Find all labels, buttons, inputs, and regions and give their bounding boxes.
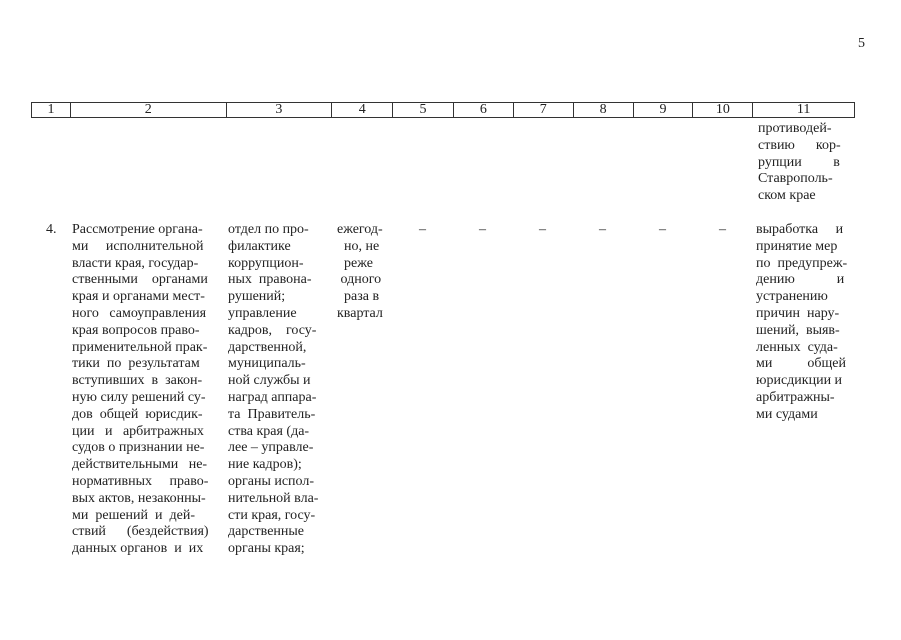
header-cell: 2 xyxy=(71,103,227,117)
dash-col5: – xyxy=(419,222,426,237)
header-cell: 7 xyxy=(514,103,574,117)
continued-col11-text: противодей- ствию кор- рупции в Ставрополь- ском крае xyxy=(758,121,841,204)
row-col11-text: выработка и принятие мер по предупреж- дению и устранению причин нару- шений, выяв- ленных суда- ми общей юрисдикции и арбитражны- ми судами xyxy=(756,222,848,422)
dash-col7: – xyxy=(539,222,546,237)
dash-col6: – xyxy=(479,222,486,237)
header-cell: 8 xyxy=(574,103,634,117)
row-col3-text: отдел по про- филактике коррупцион- ных правона- рушений; управление кадров, госу- дарственной, муниципаль- ной службы и наград аппара- та Правитель- ства края (да- лее – управле- ние кадров); органы испол- нительной вла- сти края, госу- дарственные органы края; xyxy=(228,222,319,557)
header-cell: 3 xyxy=(227,103,333,117)
dash-col10: – xyxy=(719,222,726,237)
dash-col9: – xyxy=(659,222,666,237)
page-number: 5 xyxy=(858,36,865,51)
header-cell: 11 xyxy=(796,102,811,117)
row-col4-text: ежегод- но, не реже одного раза в квартал xyxy=(337,222,383,321)
row-col2-text: Рассмотрение органа- ми исполнительной власти края, государ- ственными органами края и органами мест- ного самоуправления края вопросов право- применительной прак- тики по результатам вступивших в закон- ную силу решений су- дов общей юрисдик- ции и арбитражных судов о признании не- действительными не- нормативных право- вых актов, незаконны- ми решений и дей- ствий (бездействия) данных органов и их xyxy=(72,222,209,557)
header-cell: 10 xyxy=(693,103,753,117)
table-header-row xyxy=(31,102,855,118)
header-cell: 5 xyxy=(393,103,454,117)
dash-col8: – xyxy=(599,222,606,237)
header-cell: 6 xyxy=(454,103,514,117)
header-cell: 1 xyxy=(32,103,71,117)
row-number: 4. xyxy=(46,222,57,237)
header-cell: 9 xyxy=(634,103,694,117)
header-cell: 4 xyxy=(332,103,393,117)
